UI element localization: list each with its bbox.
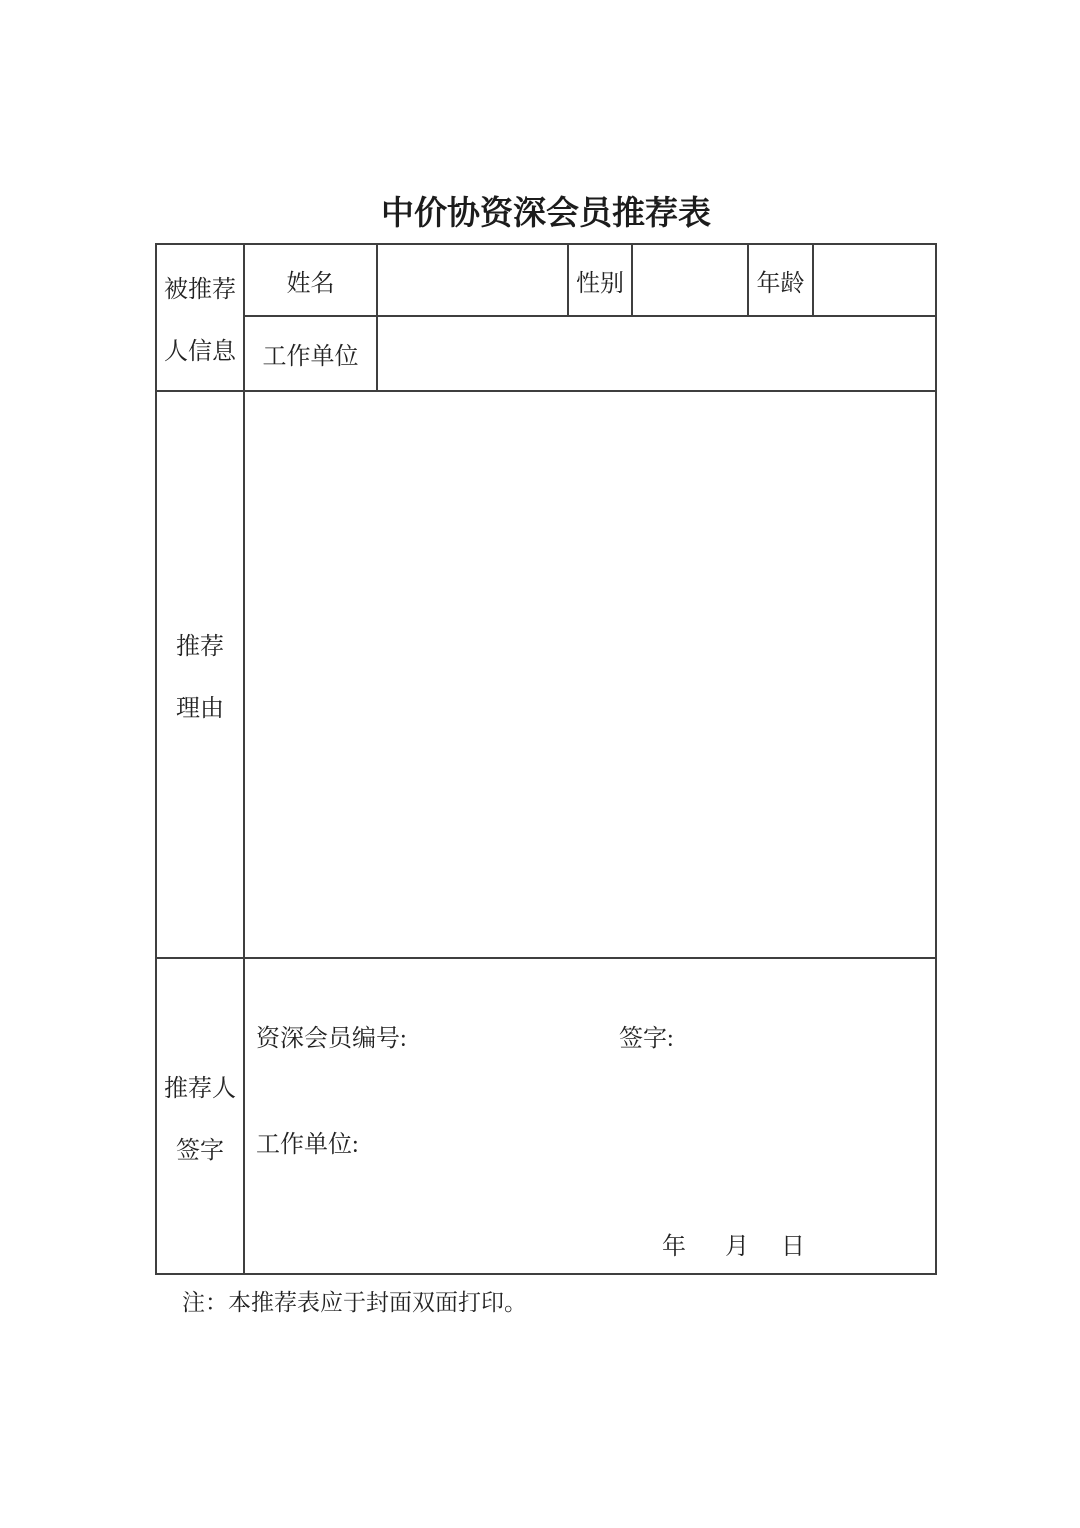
form-title: 中价协资深会员推荐表 <box>381 196 711 232</box>
recommender-signature-cell <box>244 958 936 1274</box>
recommender-label-line1: 推荐人 <box>164 1075 236 1102</box>
reason-input-cell[interactable] <box>244 391 936 958</box>
row-recommendation-reason <box>156 391 936 958</box>
date-line <box>662 1232 805 1262</box>
name-input-cell[interactable] <box>377 244 568 316</box>
member-number-label: 资深会员编号: <box>256 1026 407 1052</box>
date-year-label: 年 <box>662 1234 686 1260</box>
age-input-cell[interactable] <box>813 244 936 316</box>
row-candidate-basic <box>156 244 936 316</box>
candidate-info-label-line1: 被推荐 <box>164 277 236 303</box>
recommender-label-line2: 签字 <box>176 1137 224 1164</box>
name-label: 姓名 <box>244 244 377 316</box>
age-label: 年龄 <box>748 244 813 316</box>
gender-label: 性别 <box>568 244 632 316</box>
row-candidate-workunit <box>156 316 936 391</box>
candidate-info-label-line2: 人信息 <box>164 339 236 365</box>
gender-input-cell[interactable] <box>632 244 748 316</box>
reason-label-line2: 理由 <box>176 696 224 722</box>
date-day-label: 日 <box>781 1234 805 1260</box>
work-unit-input-cell[interactable] <box>377 316 936 391</box>
recommender-work-unit-label: 工作单位: <box>256 1132 359 1158</box>
candidate-info-section-label <box>156 244 244 391</box>
recommendation-form-table <box>155 243 937 1275</box>
signature-label: 签字: <box>619 1026 674 1052</box>
work-unit-label: 工作单位 <box>244 316 377 391</box>
recommender-section-label <box>156 958 244 1274</box>
print-note: 注：本推荐表应于封面双面打印。 <box>182 1290 527 1315</box>
row-recommender-signature <box>156 958 936 1274</box>
date-month-label: 月 <box>725 1234 749 1260</box>
reason-label-line1: 推荐 <box>176 634 224 660</box>
reason-section-label <box>156 391 244 958</box>
